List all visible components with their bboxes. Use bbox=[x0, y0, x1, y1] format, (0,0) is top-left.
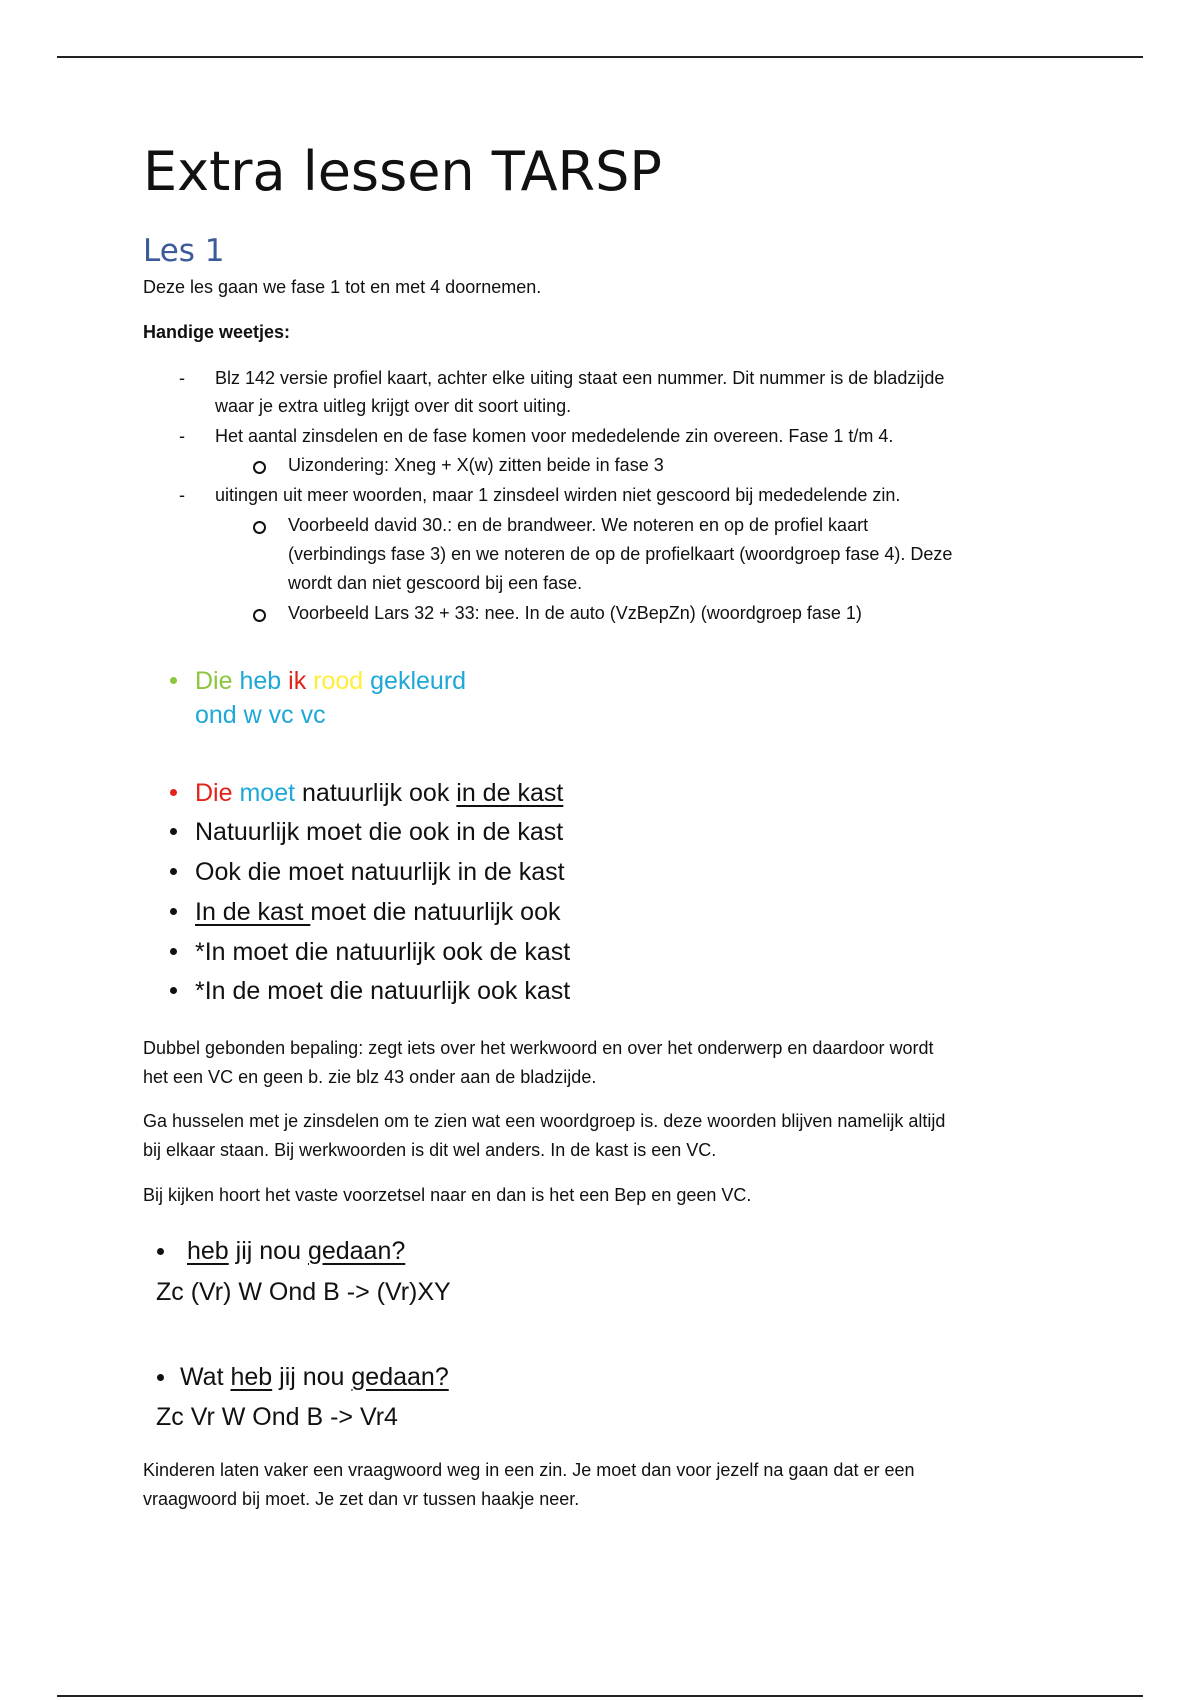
paragraph-line: vraagwoord bij moet. Je zet dan vr tussen haakje neer. bbox=[143, 1489, 580, 1509]
question-analysis: Zc Vr W Ond B -> Vr4 bbox=[156, 1403, 398, 1431]
bullet-dot-icon bbox=[170, 677, 177, 684]
circle-bullet-icon bbox=[253, 609, 266, 622]
paragraph-line: het een VC en geen b. zie blz 43 onder aan de bladzijde. bbox=[143, 1067, 597, 1087]
sub-list-item: Voorbeeld david 30.: en de brandweer. We noteren en op de profiel kaart bbox=[288, 515, 869, 535]
sentence-analysis: ond w vc vc bbox=[195, 701, 326, 729]
section-heading: Les 1 bbox=[143, 233, 225, 269]
paragraph-line: Dubbel gebonden bepaling: zegt iets over het werkwoord en over het onderwerp en daardoor wordt bbox=[143, 1038, 934, 1058]
sub-list-item: Voorbeeld Lars 32 + 33: nee. In de auto (VzBepZn) (woordgroep fase 1) bbox=[288, 603, 862, 623]
word-order-line: Ook die moet natuurlijk in de kast bbox=[195, 858, 565, 886]
word: in de kast bbox=[456, 779, 564, 807]
bullet-dot-icon bbox=[170, 828, 177, 835]
word: gedaan? bbox=[307, 1237, 406, 1265]
word: Die bbox=[195, 779, 233, 807]
bullet-dot-icon bbox=[170, 789, 177, 796]
handy-heading: Handige weetjes: bbox=[143, 322, 291, 342]
list-dash: - bbox=[179, 426, 185, 446]
word: moet bbox=[239, 779, 296, 807]
word: heb bbox=[230, 1363, 273, 1391]
word-order-line: Natuurlijk moet die ook in de kast bbox=[195, 818, 564, 846]
word-order-line bbox=[195, 895, 561, 929]
sub-list-item: Uizondering: Xneg + X(w) zitten beide in fase 3 bbox=[288, 455, 664, 475]
word-order-line: *In de moet die natuurlijk ook kast bbox=[195, 977, 571, 1005]
sub-list-item-continuation: wordt dan niet gescoord bij een fase. bbox=[288, 573, 583, 593]
top-border-rule bbox=[57, 56, 1143, 58]
question-sentence bbox=[180, 1360, 449, 1394]
word: heb bbox=[187, 1237, 229, 1265]
paragraph-line: Kinderen laten vaker een vraagwoord weg in een zin. Je moet dan voor jezelf na gaan dat er een bbox=[143, 1460, 915, 1480]
word: gedaan? bbox=[351, 1363, 449, 1391]
word: heb bbox=[239, 667, 282, 695]
list-item-continuation: waar je extra uitleg krijgt over dit soort uiting. bbox=[215, 396, 572, 416]
word: gekleurd bbox=[370, 667, 467, 695]
word: Wat bbox=[180, 1363, 231, 1391]
bullet-dot-icon bbox=[157, 1248, 164, 1255]
word: jij nou bbox=[228, 1237, 308, 1265]
bottom-border-rule bbox=[57, 1695, 1143, 1697]
list-item: uitingen uit meer woorden, maar 1 zinsdeel wirden niet gescoord bij mededelende zin. bbox=[215, 485, 901, 505]
word: In de kast bbox=[195, 898, 311, 926]
paragraph-line: Bij kijken hoort het vaste voorzetsel naar en dan is het een Bep en geen VC. bbox=[143, 1185, 752, 1205]
list-dash: - bbox=[179, 368, 185, 388]
word-order-line bbox=[195, 776, 563, 810]
sub-list-item-continuation: (verbindings fase 3) en we noteren de op de profielkaart (woordgroep fase 4). Deze bbox=[288, 544, 953, 564]
bullet-dot-icon bbox=[170, 868, 177, 875]
list-dash: - bbox=[179, 485, 185, 505]
word-order-line: *In moet die natuurlijk ook de kast bbox=[195, 938, 571, 966]
document-title: Extra lessen TARSP bbox=[143, 140, 662, 203]
list-item: Het aantal zinsdelen en de fase komen voor mededelende zin overeen. Fase 1 t/m 4. bbox=[215, 426, 894, 446]
question-analysis: Zc (Vr) W Ond B -> (Vr)XY bbox=[156, 1278, 451, 1306]
bullet-dot-icon bbox=[157, 1374, 164, 1381]
word: jij nou bbox=[272, 1363, 352, 1391]
bullet-dot-icon bbox=[170, 987, 177, 994]
word: ik bbox=[288, 667, 307, 695]
intro-paragraph: Deze les gaan we fase 1 tot en met 4 doornemen. bbox=[143, 277, 542, 297]
paragraph-line: Ga husselen met je zinsdelen om te zien wat een woordgroep is. deze woorden blijven namelijk altijd bbox=[143, 1111, 946, 1131]
word: natuurlijk ook bbox=[302, 779, 450, 807]
colored-sentence bbox=[195, 664, 466, 698]
word: Die bbox=[195, 667, 233, 695]
list-item: Blz 142 versie profiel kaart, achter elke uiting staat een nummer. Dit nummer is de bladzijde bbox=[215, 368, 945, 388]
bullet-dot-icon bbox=[170, 948, 177, 955]
paragraph-line: bij elkaar staan. Bij werkwoorden is dit wel anders. In de kast is een VC. bbox=[143, 1140, 717, 1160]
circle-bullet-icon bbox=[253, 521, 266, 534]
word: moet die natuurlijk ook bbox=[310, 898, 561, 926]
question-sentence bbox=[187, 1234, 405, 1268]
bullet-dot-icon bbox=[170, 908, 177, 915]
circle-bullet-icon bbox=[253, 461, 266, 474]
word: rood bbox=[313, 667, 364, 695]
